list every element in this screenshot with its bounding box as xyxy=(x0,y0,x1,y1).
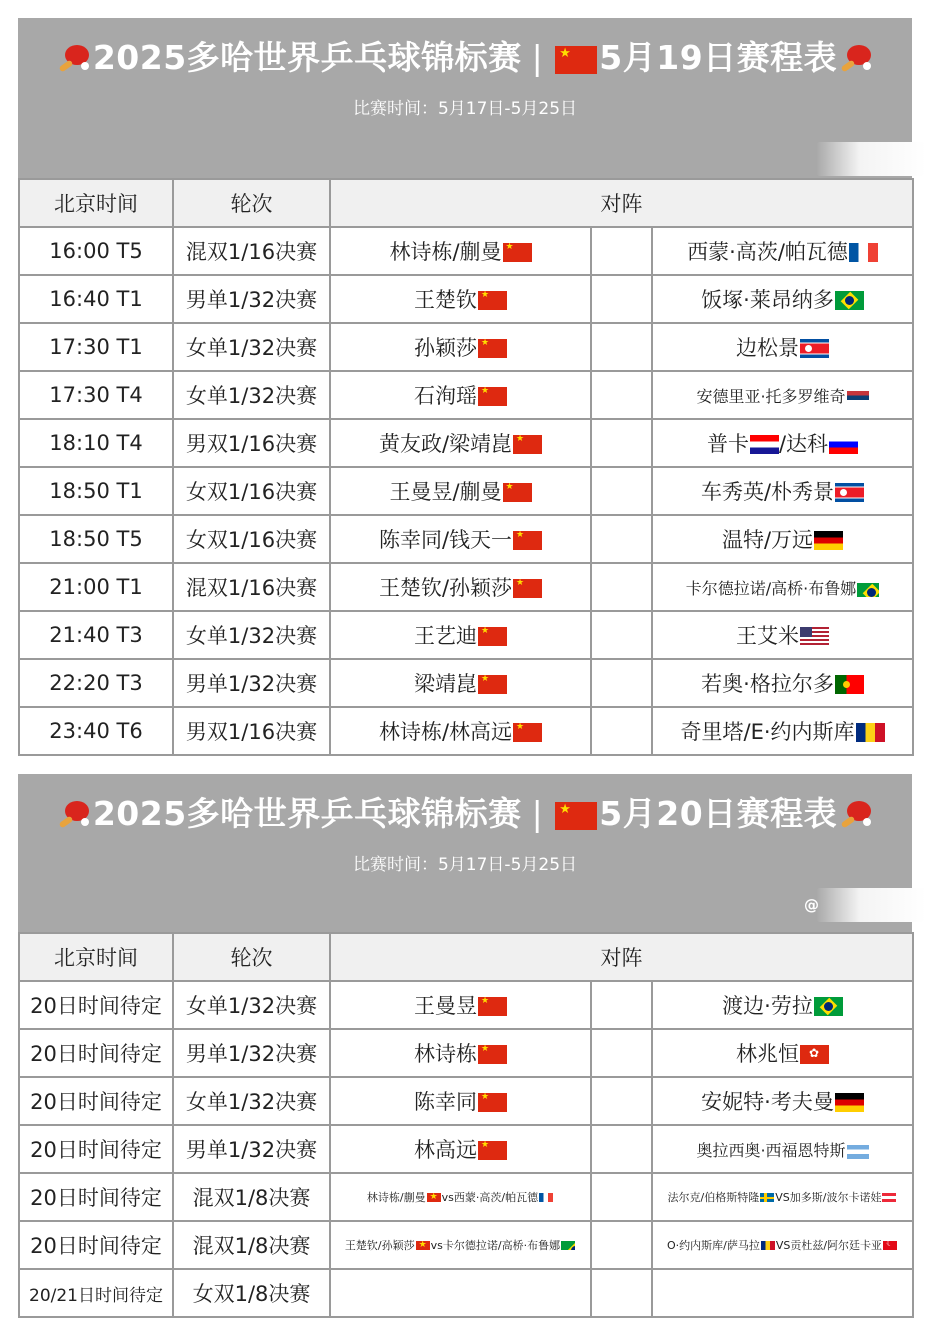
ping-pong-paddle-icon xyxy=(57,43,91,73)
cell-round: 混双1/16决赛 xyxy=(173,227,330,275)
banner-subtitle: 比赛时间：5月17日-5月25日 xyxy=(352,99,578,119)
germany-flag-icon xyxy=(835,1093,864,1112)
cell-player-2 xyxy=(652,275,913,323)
romania-flag-icon xyxy=(761,1241,775,1250)
player-1-name: 林诗栋/蒯曼 xyxy=(389,240,502,264)
match-2-team-b: VS贡杜兹/阿尔廷卡亚 xyxy=(775,1239,883,1252)
hong-kong-flag-icon xyxy=(800,1045,829,1064)
table-row xyxy=(19,611,913,659)
match-2-team-b: VS加多斯/波尔卡诺娃 xyxy=(775,1191,882,1204)
cell-time: 20/21日时间待定 xyxy=(19,1269,173,1317)
china-flag-icon xyxy=(478,291,507,310)
brazil-flag-icon xyxy=(814,997,843,1016)
cell-round: 女单1/32决赛 xyxy=(173,1077,330,1125)
cell-vs-spacer xyxy=(591,981,652,1029)
cell-vs-spacer xyxy=(591,1269,652,1317)
serbia-flag-icon xyxy=(847,391,869,405)
ping-pong-paddle-icon xyxy=(839,43,873,73)
table-header-row xyxy=(19,179,913,227)
player-2-name: 西蒙·高茨/帕瓦德 xyxy=(687,240,848,264)
cell-vs-spacer xyxy=(591,563,652,611)
player-1-name: 王艺迪 xyxy=(414,624,477,648)
china-flag-icon xyxy=(513,579,542,598)
cell-player-2 xyxy=(652,1077,913,1125)
cell-vs-spacer xyxy=(591,707,652,755)
banner-subtitle: 比赛时间：5月17日-5月25日 xyxy=(352,855,578,875)
table-row xyxy=(19,1269,913,1317)
table-row xyxy=(19,1173,913,1221)
player-1-name: 石洵瑶 xyxy=(414,384,477,408)
player-2-name: 林兆恒 xyxy=(736,1042,800,1066)
cell-time: 22:20 T3 xyxy=(19,659,173,707)
cell-player-2 xyxy=(652,323,913,371)
player-2-name: 安妮特·考夫曼 xyxy=(701,1090,834,1114)
cell-player-1 xyxy=(330,1125,591,1173)
cell-vs-spacer xyxy=(591,1173,652,1221)
cell-time: 20日时间待定 xyxy=(19,1125,173,1173)
player-2-name: 渡边·劳拉 xyxy=(722,994,813,1018)
cell-player-2 xyxy=(652,1269,913,1317)
table-row xyxy=(19,1029,913,1077)
player-1-name: 王曼昱 xyxy=(414,994,477,1018)
cell-match-2 xyxy=(652,1221,913,1269)
china-flag-icon xyxy=(416,1241,430,1250)
table-row xyxy=(19,707,913,755)
banner-header xyxy=(18,18,912,178)
cell-round: 混双1/8决赛 xyxy=(173,1173,330,1221)
table-row xyxy=(19,371,913,419)
cell-player-1 xyxy=(330,563,591,611)
cell-vs-spacer xyxy=(591,515,652,563)
cell-player-1 xyxy=(330,707,591,755)
player-2-name-b: /达科 xyxy=(778,432,829,456)
china-flag-icon xyxy=(513,435,542,454)
usa-flag-icon xyxy=(800,627,829,646)
player-2-name: 安德里亚·托多罗维奇 xyxy=(696,386,846,406)
cell-player-2 xyxy=(652,981,913,1029)
watermark-blur xyxy=(804,888,926,922)
player-2-name: 王艾米 xyxy=(736,624,800,648)
table-row xyxy=(19,1077,913,1125)
player-1-name: 王曼昱/蒯曼 xyxy=(389,480,502,504)
germany-flag-icon xyxy=(814,531,843,550)
cell-round: 女单1/32决赛 xyxy=(173,371,330,419)
table-row xyxy=(19,515,913,563)
table-row xyxy=(19,563,913,611)
cell-time: 20日时间待定 xyxy=(19,1029,173,1077)
cell-player-1 xyxy=(330,419,591,467)
china-flag-icon xyxy=(478,339,507,358)
schedule-section-may20 xyxy=(18,774,912,1318)
cell-time: 20日时间待定 xyxy=(19,1221,173,1269)
player-1-name: 王楚钦/孙颖莎 xyxy=(378,576,513,600)
cell-time: 20日时间待定 xyxy=(19,1077,173,1125)
schedule-table xyxy=(18,932,914,1318)
table-row xyxy=(19,323,913,371)
cell-player-2 xyxy=(652,227,913,275)
china-flag-icon xyxy=(427,1193,441,1202)
match-1-team-a: 林诗栋/蒯曼 xyxy=(366,1191,426,1204)
cell-vs-spacer xyxy=(591,371,652,419)
china-flag-icon xyxy=(478,1045,507,1064)
china-flag-icon xyxy=(478,387,507,406)
table-row xyxy=(19,981,913,1029)
brazil-flag-icon xyxy=(561,1241,575,1250)
china-flag-icon xyxy=(478,675,507,694)
cell-round: 女双1/16决赛 xyxy=(173,515,330,563)
cell-round: 女双1/8决赛 xyxy=(173,1269,330,1317)
cell-time: 18:50 T1 xyxy=(19,467,173,515)
cell-round: 混双1/16决赛 xyxy=(173,563,330,611)
header-time: 北京时间 xyxy=(19,179,173,227)
banner-title-separator: | xyxy=(531,38,544,77)
header-round: 轮次 xyxy=(173,933,330,981)
cell-player-1 xyxy=(330,1077,591,1125)
france-flag-icon xyxy=(539,1193,553,1202)
france-flag-icon xyxy=(849,243,878,262)
banner-title-separator: | xyxy=(531,794,544,833)
north-korea-flag-icon xyxy=(800,339,829,358)
cell-player-2 xyxy=(652,1125,913,1173)
ping-pong-paddle-icon xyxy=(57,799,91,829)
china-flag-icon xyxy=(513,531,542,550)
cell-round: 男单1/32决赛 xyxy=(173,275,330,323)
player-1-name: 孙颖莎 xyxy=(414,336,477,360)
cell-round: 男单1/32决赛 xyxy=(173,1125,330,1173)
cell-time: 20日时间待定 xyxy=(19,1173,173,1221)
cell-vs-spacer xyxy=(591,323,652,371)
player-2-name-a: 普卡 xyxy=(706,432,749,456)
table-row xyxy=(19,1221,913,1269)
cell-player-1 xyxy=(330,467,591,515)
cell-player-1 xyxy=(330,371,591,419)
china-flag-icon xyxy=(478,997,507,1016)
cell-round: 男双1/16决赛 xyxy=(173,707,330,755)
cell-vs-spacer xyxy=(591,1221,652,1269)
cell-player-1 xyxy=(330,1269,591,1317)
cell-player-1 xyxy=(330,659,591,707)
cell-match-2 xyxy=(652,1173,913,1221)
table-row xyxy=(19,467,913,515)
player-2-name: 车秀英/朴秀景 xyxy=(700,480,835,504)
table-row xyxy=(19,275,913,323)
cell-player-2 xyxy=(652,371,913,419)
banner-title-prefix: 2025多哈世界乒乓球锦标赛 xyxy=(92,794,522,833)
cell-vs-spacer xyxy=(591,1125,652,1173)
cell-match-1 xyxy=(330,1221,591,1269)
china-flag-icon xyxy=(503,243,532,262)
china-flag-icon xyxy=(513,723,542,742)
cell-vs-spacer xyxy=(591,467,652,515)
cell-vs-spacer xyxy=(591,227,652,275)
player-2-name: 奥拉西奥·西福恩特斯 xyxy=(696,1140,846,1160)
china-flag-icon xyxy=(478,1093,507,1112)
cell-vs-spacer xyxy=(591,611,652,659)
match-1-team-b: vs卡尔德拉诺/高桥·布鲁娜 xyxy=(430,1239,561,1252)
player-1-name: 梁靖崑 xyxy=(414,672,477,696)
cell-vs-spacer xyxy=(591,1077,652,1125)
cell-player-2 xyxy=(652,515,913,563)
cell-vs-spacer xyxy=(591,275,652,323)
banner-title-date: 5月20日赛程表 xyxy=(599,794,838,833)
cell-vs-spacer xyxy=(591,1029,652,1077)
player-2-name: 温特/万远 xyxy=(721,528,814,552)
cell-round: 女单1/32决赛 xyxy=(173,323,330,371)
croatia-flag-icon xyxy=(750,435,779,454)
banner-header xyxy=(18,774,912,932)
watermark-handle: @ xyxy=(804,896,819,914)
player-2-name: 卡尔德拉诺/高桥·布鲁娜 xyxy=(685,578,857,598)
slovenia-flag-icon xyxy=(829,435,858,454)
china-flag-icon xyxy=(478,1141,507,1160)
cell-player-1 xyxy=(330,611,591,659)
player-1-name: 林诗栋 xyxy=(414,1042,477,1066)
header-match: 对阵 xyxy=(330,179,913,227)
cell-time: 16:00 T5 xyxy=(19,227,173,275)
header-time: 北京时间 xyxy=(19,933,173,981)
cell-player-2 xyxy=(652,1029,913,1077)
cell-time: 16:40 T1 xyxy=(19,275,173,323)
china-flag-icon xyxy=(478,627,507,646)
cell-player-2 xyxy=(652,659,913,707)
cell-round: 男双1/16决赛 xyxy=(173,419,330,467)
cell-player-1 xyxy=(330,275,591,323)
cell-player-1 xyxy=(330,323,591,371)
cell-time: 23:40 T6 xyxy=(19,707,173,755)
player-2-name: 边松景 xyxy=(736,336,800,360)
cell-player-2 xyxy=(652,419,913,467)
china-flag-icon xyxy=(555,802,597,830)
cell-time: 21:40 T3 xyxy=(19,611,173,659)
cell-round: 女双1/16决赛 xyxy=(173,467,330,515)
player-1-name: 陈幸同/钱天一 xyxy=(378,528,513,552)
turkey-flag-icon xyxy=(883,1241,897,1250)
cell-player-1 xyxy=(330,227,591,275)
banner-title-date: 5月19日赛程表 xyxy=(599,38,838,77)
cell-round: 混双1/8决赛 xyxy=(173,1221,330,1269)
cell-player-1 xyxy=(330,981,591,1029)
match-1-team-a: 王楚钦/孙颖莎 xyxy=(344,1239,415,1252)
header-round: 轮次 xyxy=(173,179,330,227)
table-row xyxy=(19,659,913,707)
china-flag-icon xyxy=(503,483,532,502)
table-row xyxy=(19,227,913,275)
brazil-flag-icon xyxy=(835,291,864,310)
cell-match-1 xyxy=(330,1173,591,1221)
match-1-team-b: vs西蒙·高茨/帕瓦德 xyxy=(441,1191,539,1204)
cell-round: 男单1/32决赛 xyxy=(173,659,330,707)
schedule-section-may19 xyxy=(18,18,912,756)
player-1-name: 陈幸同 xyxy=(414,1090,477,1114)
cell-round: 女单1/32决赛 xyxy=(173,981,330,1029)
player-1-name: 林高远 xyxy=(414,1138,477,1162)
watermark-blur xyxy=(816,142,926,176)
cell-time: 21:00 T1 xyxy=(19,563,173,611)
table-header-row xyxy=(19,933,913,981)
table-row xyxy=(19,419,913,467)
table-row xyxy=(19,1125,913,1173)
cell-round: 女单1/32决赛 xyxy=(173,611,330,659)
schedule-table xyxy=(18,178,914,756)
cell-player-1 xyxy=(330,1029,591,1077)
cell-player-2 xyxy=(652,467,913,515)
match-2-team-a: O·约内斯库/萨马拉 xyxy=(666,1239,760,1252)
cell-player-2 xyxy=(652,611,913,659)
cell-time: 18:10 T4 xyxy=(19,419,173,467)
cell-time: 18:50 T5 xyxy=(19,515,173,563)
cell-time: 17:30 T1 xyxy=(19,323,173,371)
match-2-team-a: 法尔克/伯格斯特隆 xyxy=(667,1191,760,1204)
header-match: 对阵 xyxy=(330,933,913,981)
player-1-name: 林诗栋/林高远 xyxy=(378,720,513,744)
banner-title xyxy=(18,788,912,835)
austria-flag-icon xyxy=(882,1193,896,1202)
cell-round: 男单1/32决赛 xyxy=(173,1029,330,1077)
player-1-name: 王楚钦 xyxy=(414,288,477,312)
cell-vs-spacer xyxy=(591,659,652,707)
sweden-flag-icon xyxy=(760,1193,774,1202)
cell-time: 20日时间待定 xyxy=(19,981,173,1029)
portugal-flag-icon xyxy=(835,675,864,694)
cell-player-1 xyxy=(330,515,591,563)
china-flag-icon xyxy=(555,46,597,74)
ping-pong-paddle-icon xyxy=(839,799,873,829)
north-korea-flag-icon xyxy=(835,483,864,502)
cell-vs-spacer xyxy=(591,419,652,467)
argentina-flag-icon xyxy=(847,1145,869,1159)
player-1-name: 黄友政/梁靖崑 xyxy=(378,432,513,456)
player-2-name: 奇里塔/E·约内斯库 xyxy=(680,720,855,744)
brazil-flag-icon xyxy=(857,583,879,597)
cell-time: 17:30 T4 xyxy=(19,371,173,419)
cell-player-2 xyxy=(652,563,913,611)
player-2-name: 若奥·格拉尔多 xyxy=(701,672,834,696)
banner-title xyxy=(18,32,912,79)
player-2-name: 饭塚·莱昂纳多 xyxy=(701,288,834,312)
banner-title-prefix: 2025多哈世界乒乓球锦标赛 xyxy=(92,38,522,77)
romania-flag-icon xyxy=(856,723,885,742)
cell-player-2 xyxy=(652,707,913,755)
